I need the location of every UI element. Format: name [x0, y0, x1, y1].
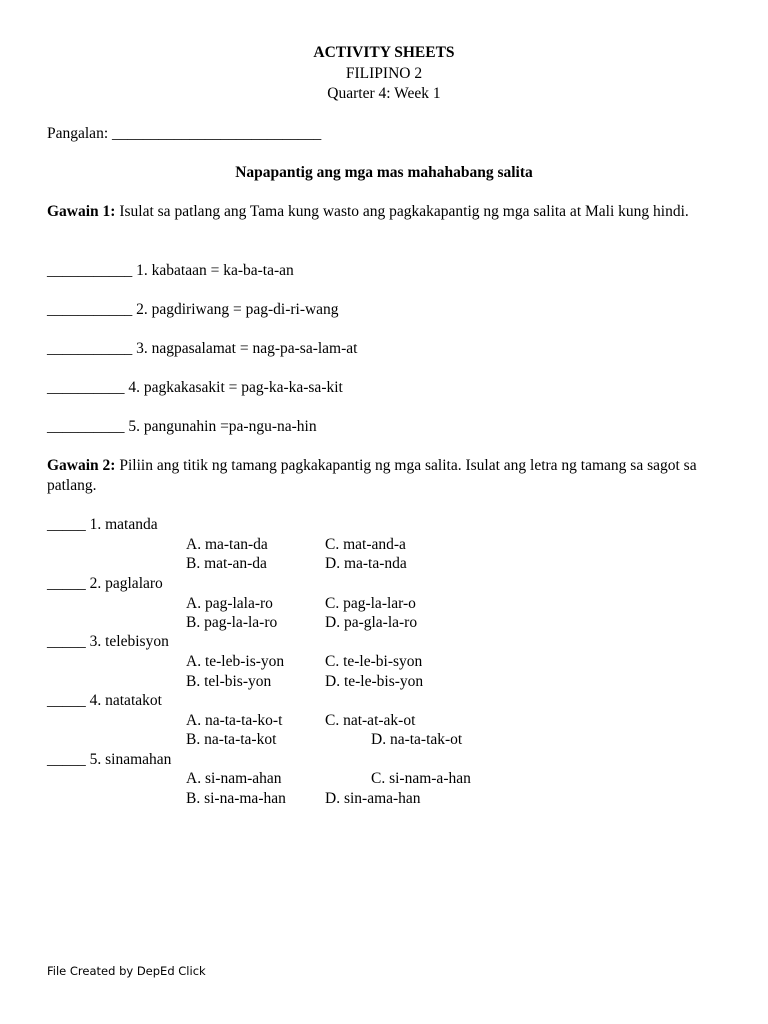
- item-word: 5. sinamahan: [89, 751, 172, 768]
- document-title: ACTIVITY SHEETS: [313, 44, 455, 61]
- choice-d: D. pa-gla-la-ro: [325, 614, 418, 631]
- gawain2-item-2: [47, 574, 163, 594]
- choice-d: D. te-le-bis-yon: [325, 673, 424, 690]
- choice-a: A. pag-lala-ro: [186, 595, 273, 612]
- gawain2-item-3: [47, 632, 169, 652]
- gawain2-item-1: [47, 515, 158, 535]
- item-text: 2. pagdiriwang = pag-di-ri-wang: [136, 301, 339, 318]
- name-label: Pangalan:: [47, 125, 109, 142]
- choice-d: D. sin-ama-han: [325, 790, 421, 807]
- choice-d: D. na-ta-tak-ot: [371, 731, 463, 748]
- choice-a: A. si-nam-ahan: [186, 770, 282, 787]
- item-word: 2. paglalaro: [89, 575, 163, 592]
- choice-a: A. ma-tan-da: [186, 536, 268, 553]
- answer-blank: ___________: [47, 262, 133, 279]
- choice-b: B. na-ta-ta-kot: [186, 731, 277, 748]
- answer-blank: _____: [47, 692, 86, 709]
- choice-c: C. te-le-bi-syon: [325, 653, 423, 670]
- gawain2-item-5: [47, 750, 171, 770]
- answer-blank: ___________: [47, 340, 133, 357]
- item-text: 1. kabataan = ka-ba-ta-an: [136, 262, 294, 279]
- answer-blank: _____: [47, 751, 86, 768]
- gawain1-item-2: [47, 300, 339, 320]
- gawain1-instructions-block: [47, 202, 727, 222]
- gawain1-item-4: [47, 378, 343, 398]
- item-word: 3. telebisyon: [89, 633, 169, 650]
- item-text: 3. nagpasalamat = nag-pa-sa-lam-at: [136, 340, 358, 357]
- choice-d: D. ma-ta-nda: [325, 555, 407, 572]
- item-word: 4. natatakot: [89, 692, 162, 709]
- answer-blank: _____: [47, 575, 86, 592]
- item-text: 5. pangunahin =pa-ngu-na-hin: [128, 418, 317, 435]
- choice-b: B. tel-bis-yon: [186, 673, 272, 690]
- answer-blank: _____: [47, 633, 86, 650]
- document-period: Quarter 4: Week 1: [327, 85, 441, 102]
- gawain1-item-5: [47, 417, 317, 437]
- name-line: [47, 124, 321, 144]
- choice-a: A. te-leb-is-yon: [186, 653, 285, 670]
- gawain1-instructions: Isulat sa patlang ang Tama kung wasto ang pagkakapantig ng mga salita at Mali kung hindi.: [119, 203, 689, 220]
- gawain1-item-1: [47, 261, 294, 281]
- choice-b: B. pag-la-la-ro: [186, 614, 278, 631]
- topic-heading: Napapantig ang mga mas mahahabang salita: [235, 164, 533, 181]
- choice-a: A. na-ta-ta-ko-t: [186, 712, 283, 729]
- choice-c: C. mat-and-a: [325, 536, 406, 553]
- choice-b: B. mat-an-da: [186, 555, 267, 572]
- gawain2-label: Gawain 2:: [47, 457, 116, 474]
- gawain2-instructions-block: [47, 456, 727, 496]
- answer-blank: _____: [47, 516, 86, 533]
- document-subject: FILIPINO 2: [345, 65, 423, 82]
- item-text: 4. pagkakasakit = pag-ka-ka-sa-kit: [128, 379, 343, 396]
- choice-b: B. si-na-ma-han: [186, 790, 286, 807]
- answer-blank: __________: [47, 379, 125, 396]
- choice-c: C. pag-la-lar-o: [325, 595, 416, 612]
- name-blank: ___________________________: [112, 125, 322, 142]
- choice-c: C. si-nam-a-han: [371, 770, 471, 787]
- gawain1-label: Gawain 1:: [47, 203, 116, 220]
- gawain2-item-4: [47, 691, 162, 711]
- answer-blank: __________: [47, 418, 125, 435]
- gawain1-item-3: [47, 339, 357, 359]
- choice-c: C. nat-at-ak-ot: [325, 712, 416, 729]
- gawain2-instructions: Piliin ang titik ng tamang pagkakapantig ng mga salita. Isulat ang letra ng tamang sa sagot sa patlang.: [47, 457, 697, 494]
- answer-blank: ___________: [47, 301, 133, 318]
- footer-credit: File Created by DepEd Click: [47, 964, 206, 978]
- item-word: 1. matanda: [89, 516, 158, 533]
